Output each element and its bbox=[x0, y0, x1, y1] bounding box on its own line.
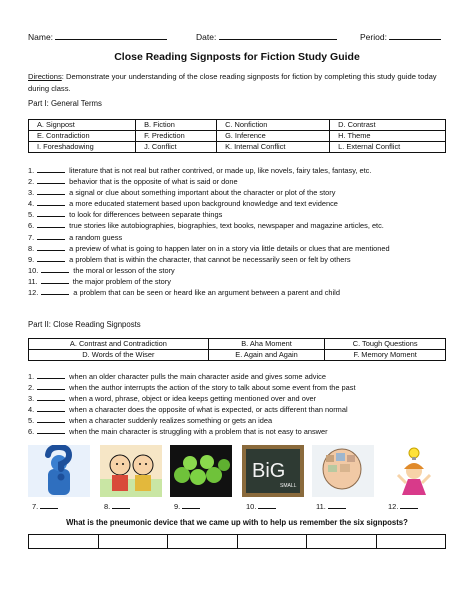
answer-box[interactable] bbox=[307, 535, 377, 549]
question-number: 12. bbox=[28, 288, 39, 298]
question-number: 2. bbox=[28, 383, 35, 393]
term-cell: G. Inference bbox=[217, 131, 330, 142]
question-text: a problem that is within the character, that cannot be necessarily seen or felt by others bbox=[69, 254, 351, 264]
question-item bbox=[28, 231, 458, 242]
signpost-pictures bbox=[28, 445, 448, 511]
answer-blank[interactable] bbox=[41, 286, 69, 295]
answer-blank[interactable] bbox=[37, 403, 65, 412]
signpost-row bbox=[29, 339, 446, 350]
answer-box[interactable] bbox=[237, 535, 307, 549]
term-cell: K. Internal Conflict bbox=[217, 142, 330, 153]
header-fields bbox=[28, 30, 446, 42]
chalkboard-small-text: SMALL bbox=[280, 483, 297, 489]
general-terms-table bbox=[28, 119, 446, 153]
term-cell: B. Fiction bbox=[136, 120, 217, 131]
question-item bbox=[28, 186, 458, 197]
name-label: Name: bbox=[28, 32, 54, 42]
chalkboard-big-text: BiG bbox=[252, 460, 286, 482]
answer-box[interactable] bbox=[29, 535, 99, 549]
part1-question-list bbox=[28, 164, 458, 297]
question-item bbox=[28, 253, 458, 264]
term-cell: D. Contrast bbox=[330, 120, 446, 131]
question-text: when the main character is struggling with a problem that is not easy to answer bbox=[69, 427, 328, 437]
part2-question-list bbox=[28, 370, 458, 437]
signpost-cell: D. Words of the Wiser bbox=[29, 350, 209, 361]
answer-box[interactable] bbox=[98, 535, 168, 549]
answer-blank[interactable] bbox=[37, 370, 65, 379]
directions-label: Directions bbox=[28, 72, 62, 81]
question-text: the major problem of the story bbox=[72, 276, 171, 286]
answer-blank[interactable] bbox=[37, 164, 65, 173]
answer-blank[interactable] bbox=[37, 219, 65, 228]
lightbulb-girl-icon bbox=[384, 445, 446, 497]
question-item bbox=[28, 197, 458, 208]
question-number: 10. bbox=[28, 265, 39, 275]
question-text: the moral or lesson of the story bbox=[73, 265, 175, 275]
question-number: 11. bbox=[28, 276, 38, 286]
picture-9-number: 9. bbox=[174, 502, 181, 511]
term-row bbox=[29, 131, 446, 142]
question-text: literature that is not real but rather contrived, or made up, like novels, fairy tales, fantasy, etc. bbox=[69, 166, 372, 175]
answer-blank[interactable] bbox=[37, 175, 65, 184]
directions-text: : Demonstrate your understanding of the close reading signposts for fiction by completing this study guide today during class. bbox=[28, 72, 437, 93]
question-text: true stories like autobiographies, biographies, text books, newspaper and magazine articles, etc. bbox=[69, 221, 384, 231]
signpost-cell: C. Tough Questions bbox=[325, 339, 446, 350]
signposts-table bbox=[28, 338, 446, 361]
question-number: 5. bbox=[28, 416, 35, 426]
question-text: a more educated statement based upon background knowledge and text evidence bbox=[69, 199, 338, 209]
question-item bbox=[28, 425, 458, 436]
question-number: 3. bbox=[28, 188, 35, 198]
question-number: 4. bbox=[28, 405, 35, 415]
question-number: 5. bbox=[28, 210, 35, 220]
cartoon-kids-icon bbox=[100, 445, 162, 497]
signpost-cell: B. Aha Moment bbox=[208, 339, 324, 350]
signpost-cell: E. Again and Again bbox=[208, 350, 324, 361]
question-text: a signal or clue about something important about the character or plot of the story bbox=[69, 188, 336, 198]
picture-10 bbox=[242, 445, 304, 511]
signpost-cell: A. Contrast and Contradiction bbox=[29, 339, 209, 350]
question-number: 6. bbox=[28, 427, 35, 437]
term-cell: C. Nonfiction bbox=[217, 120, 330, 131]
answer-blank[interactable] bbox=[37, 186, 65, 195]
term-cell: I. Foreshadowing bbox=[29, 142, 136, 153]
answer-box[interactable] bbox=[168, 535, 238, 549]
question-text: when a character does the opposite of what is expected, or acts different than normal bbox=[69, 405, 348, 415]
term-cell: F. Prediction bbox=[136, 131, 217, 142]
picture-11-number: 11. bbox=[316, 502, 326, 511]
answer-blank[interactable] bbox=[41, 275, 69, 284]
question-item bbox=[28, 370, 458, 381]
question-number: 8. bbox=[28, 243, 35, 253]
term-cell: J. Conflict bbox=[136, 142, 217, 153]
part2-heading: Part II: Close Reading Signposts bbox=[28, 320, 141, 329]
directions bbox=[28, 71, 448, 94]
picture-8-number: 8. bbox=[104, 502, 111, 511]
answer-blank[interactable] bbox=[37, 392, 65, 401]
question-mark-person-icon bbox=[28, 445, 90, 497]
signpost-row bbox=[29, 350, 446, 361]
picture-11 bbox=[312, 445, 374, 511]
closing-question: What is the pneumonic device that we came up with to help us remember the six signposts? bbox=[66, 518, 408, 527]
question-item bbox=[28, 208, 458, 219]
green-apples-icon bbox=[170, 445, 232, 497]
question-item bbox=[28, 164, 458, 175]
question-item bbox=[28, 392, 458, 403]
picture-7 bbox=[28, 445, 90, 511]
question-item bbox=[28, 175, 458, 186]
question-number: 7. bbox=[28, 232, 35, 242]
picture-10-number: 10. bbox=[246, 502, 257, 511]
question-text: a problem that can be seen or heard like an argument between a parent and child bbox=[73, 288, 340, 298]
part1-heading: Part I: General Terms bbox=[28, 99, 102, 108]
period-field[interactable] bbox=[360, 30, 441, 42]
question-text: behavior that is the opposite of what is said or done bbox=[69, 177, 238, 187]
term-row bbox=[29, 142, 446, 153]
question-text: when a word, phrase, object or idea keeps getting mentioned over and over bbox=[69, 394, 317, 404]
question-number: 3. bbox=[28, 394, 35, 404]
question-number: 9. bbox=[28, 254, 35, 264]
page-title: Close Reading Signposts for Fiction Study Guide bbox=[114, 51, 360, 63]
question-text: a random guess bbox=[69, 232, 123, 242]
question-text: when the author interrupts the action of the story to talk about some event from the past bbox=[69, 383, 356, 393]
question-item bbox=[28, 403, 458, 414]
answer-boxes bbox=[28, 534, 446, 549]
signpost-cell: F. Memory Moment bbox=[325, 350, 446, 361]
question-text: to look for differences between separate things bbox=[69, 210, 223, 220]
answer-blank[interactable] bbox=[41, 264, 69, 273]
question-item bbox=[28, 414, 458, 425]
question-item bbox=[28, 219, 458, 230]
answer-blank[interactable] bbox=[37, 197, 65, 206]
question-number: 2. bbox=[28, 177, 35, 187]
term-cell: H. Theme bbox=[330, 131, 446, 142]
answer-blank[interactable] bbox=[37, 253, 65, 262]
answer-blank[interactable] bbox=[37, 231, 65, 240]
picture-7-number: 7. bbox=[32, 502, 39, 511]
question-item bbox=[28, 264, 458, 275]
question-number: 4. bbox=[28, 199, 35, 209]
picture-9 bbox=[170, 445, 232, 511]
picture-12 bbox=[384, 445, 446, 511]
answer-blank[interactable] bbox=[37, 414, 65, 423]
question-item bbox=[28, 381, 458, 392]
term-cell: A. Signpost bbox=[29, 120, 136, 131]
big-small-chalkboard-icon bbox=[242, 445, 304, 497]
picture-12-number: 12. bbox=[388, 502, 399, 511]
question-item bbox=[28, 242, 458, 253]
term-cell: E. Contradiction bbox=[29, 131, 136, 142]
question-item bbox=[28, 275, 458, 286]
picture-8 bbox=[100, 445, 162, 511]
answer-blank[interactable] bbox=[37, 242, 65, 251]
question-text: when an older character pulls the main character aside and gives some advice bbox=[69, 372, 326, 381]
period-label: Period: bbox=[360, 32, 387, 42]
answer-blank[interactable] bbox=[37, 425, 65, 434]
date-field[interactable] bbox=[196, 30, 337, 42]
term-row bbox=[29, 120, 446, 131]
question-item bbox=[28, 286, 458, 297]
question-number: 1. bbox=[28, 372, 35, 381]
name-field[interactable] bbox=[28, 30, 167, 42]
question-text: when a character suddenly realizes something or gets an idea bbox=[69, 416, 273, 426]
answer-blank[interactable] bbox=[37, 208, 65, 217]
question-text: a preview of what is going to happen later on in a story via little details or clues that are mentioned bbox=[69, 243, 390, 253]
date-label: Date: bbox=[196, 32, 217, 42]
answer-box[interactable] bbox=[376, 535, 446, 549]
memory-head-icon bbox=[312, 445, 374, 497]
question-number: 6. bbox=[28, 221, 35, 231]
term-cell: L. External Conflict bbox=[330, 142, 446, 153]
question-number: 1. bbox=[28, 166, 35, 175]
answer-blank[interactable] bbox=[37, 381, 65, 390]
